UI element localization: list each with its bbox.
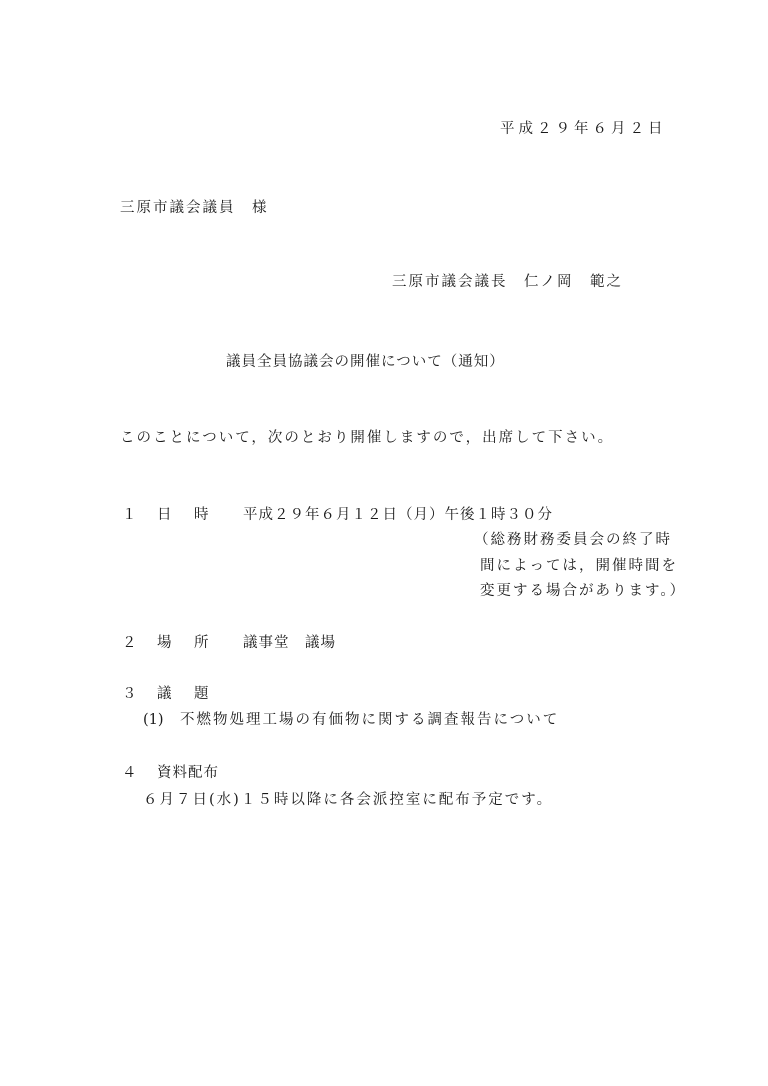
agenda-sub-number: (1) bbox=[143, 712, 164, 728]
document-title: 議員全員協議会の開催について（通知） bbox=[226, 354, 505, 370]
item-value-datetime: 平成２９年６月１２日（月）午後１時３０分 bbox=[243, 507, 553, 523]
item-value-place: 議事堂 議場 bbox=[243, 635, 336, 651]
item-number-place: ２ bbox=[122, 635, 137, 651]
item-label-agenda: 議 題 bbox=[157, 686, 213, 702]
recipient: 三原市議会議員 様 bbox=[120, 200, 269, 216]
item-label-place: 場 所 bbox=[157, 635, 213, 651]
datetime-note-line: 変更する場合があります。） bbox=[480, 583, 687, 599]
item-number-datetime: １ bbox=[122, 507, 137, 523]
datetime-note-line: （総務財務委員会の終了時 bbox=[474, 532, 672, 548]
materials-text: ６月７日(水)１５時以降に各会派控室に配布予定です。 bbox=[143, 792, 554, 808]
intro-text: このことについて，次のとおり開催しますので，出席して下さい。 bbox=[120, 430, 615, 446]
item-label-materials: 資料配布 bbox=[157, 765, 219, 781]
sender: 三原市議会議長 仁ノ岡 範之 bbox=[392, 274, 623, 290]
item-number-agenda: ３ bbox=[122, 686, 137, 702]
datetime-note-line: 間によっては，開催時間を bbox=[480, 558, 678, 574]
item-label-datetime: 日 時 bbox=[157, 507, 213, 523]
document-date: 平成２９年６月２日 bbox=[500, 121, 667, 137]
agenda-sub-text: 不燃物処理工場の有価物に関する調査報告について bbox=[180, 712, 560, 728]
item-number-materials: ４ bbox=[122, 765, 137, 781]
